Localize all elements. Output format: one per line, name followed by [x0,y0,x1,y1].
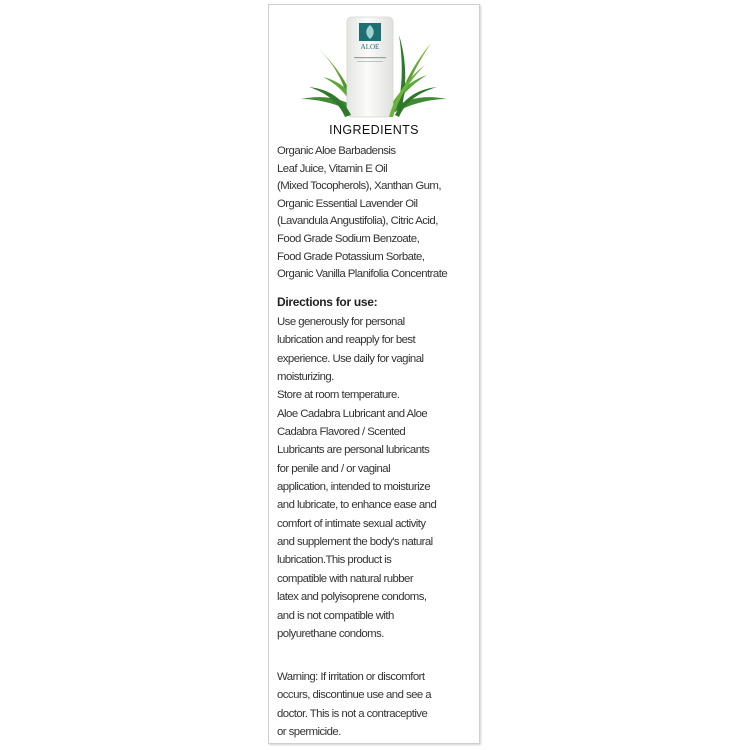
product-bottle-icon [347,17,393,117]
directions-text: Use generously for personal lubrication and reapply for best experience. Use daily for vaginal moisturizing. Store at room temperature. Aloe Cadabra Lubricant and Aloe Cadabra Flavored / Scented Lubricants are personal lubricants for penile and / or vaginal application, intended to moisturize and lubricate, to enhance ease and comfort of intimate sexual activity and supplement the body's natural lubrication.This product is compatible with natural rubber latex and polyisoprene condoms, and is not compatible with polyurethane condoms. [277,316,437,640]
ingredients-panel [268,4,480,744]
directions-title: Directions for use: [277,295,378,309]
brand-label: ALOE [360,43,380,51]
ingredients-heading: INGREDIENTS [329,123,419,137]
ingredients-list: Organic Aloe Barbadensis Leaf Juice, Vitamin E Oil (Mixed Tocopherols), Xanthan Gum, Organic Essential Lavender Oil (Lavandula Angustifolia), Citric Acid, Food Grade Sodium Benzoate, Food Grade Potassium Sorbate, Organic Vanilla Planifolia Concentrate [277,145,448,281]
warning-text: Warning: If irritation or discomfort occurs, discontinue use and see a doctor. This is not a contraceptive or spermicide. [277,671,432,739]
product-image [299,13,449,121]
